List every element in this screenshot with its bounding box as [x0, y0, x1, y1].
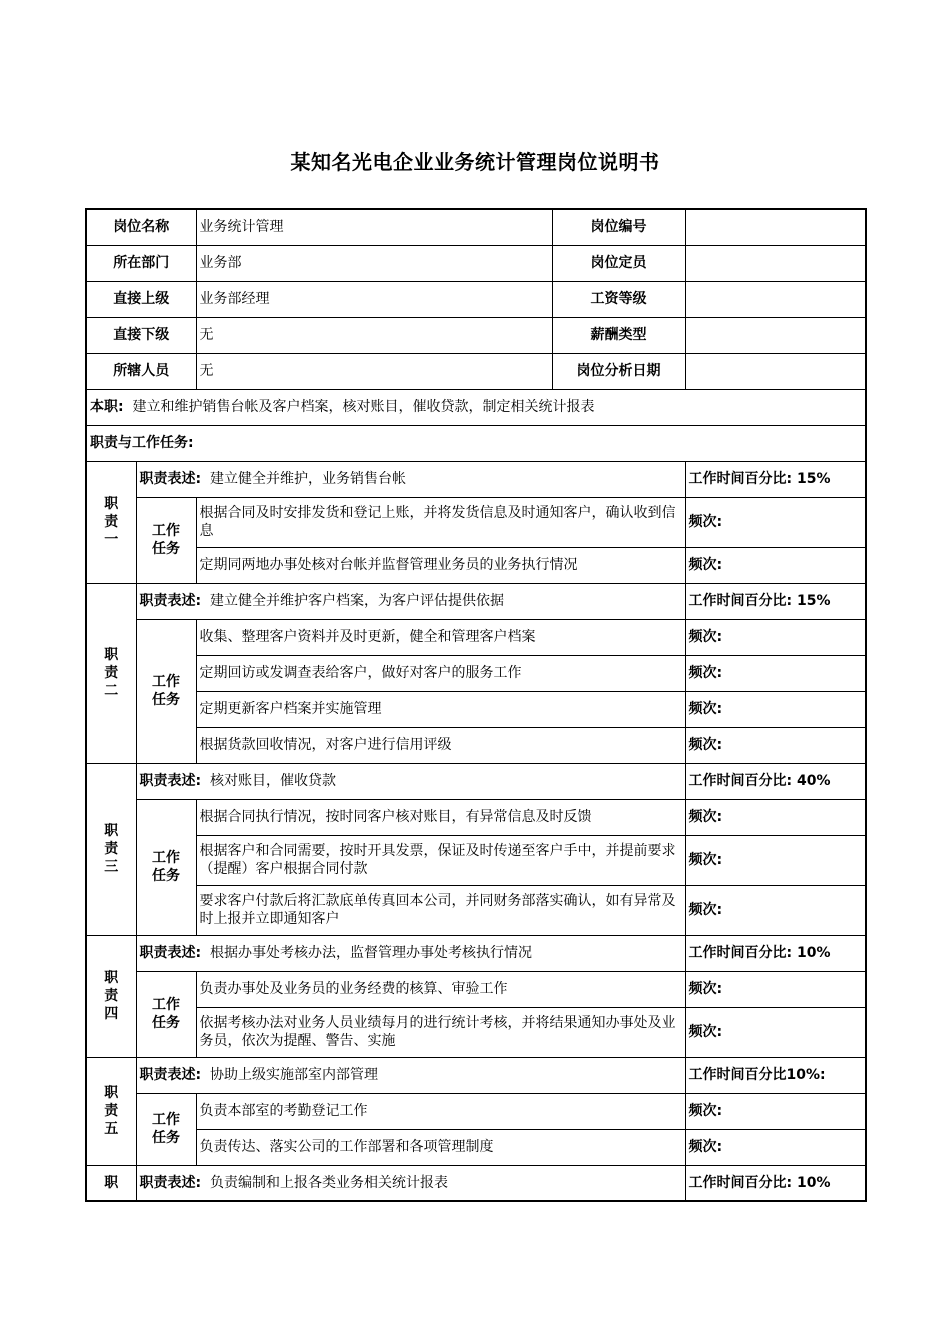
- analysis-date-label: 岗位分析日期: [552, 353, 685, 389]
- managed-label: 所辖人员: [86, 353, 196, 389]
- task-text: 根据合同执行情况，按时同客户核对账目，有异常信息及时反馈: [196, 799, 685, 835]
- task-row: [86, 971, 866, 1007]
- task-frequency: 频次:: [685, 1129, 866, 1165]
- duty-statement-text: 负责编制和上报各类业务相关统计报表: [210, 1174, 449, 1191]
- duty-statement-row: [86, 461, 866, 497]
- task-frequency: 频次:: [685, 885, 866, 935]
- task-text: 负责办事处及业务员的业务经费的核算、审验工作: [196, 971, 685, 1007]
- duty-statement-text: 根据办事处考核办法，监督管理办事处考核执行情况: [210, 945, 533, 961]
- duty-statement-label: 职责表述:: [139, 1067, 202, 1083]
- duty-statement-row: [86, 763, 866, 799]
- info-row: [86, 245, 866, 281]
- department-label: 所在部门: [86, 245, 196, 281]
- task-text: 根据货款回收情况，对客户进行信用评级: [196, 727, 685, 763]
- job-description-table: [85, 208, 867, 1202]
- task-label-line: 工作: [152, 997, 180, 1013]
- info-row: [86, 353, 866, 389]
- duties-heading-row: [86, 425, 866, 461]
- task-row: [86, 497, 866, 547]
- duty-name-char: 一: [104, 532, 119, 548]
- position-no-value: [685, 209, 866, 245]
- info-row: [86, 281, 866, 317]
- pay-type-value: [685, 317, 866, 353]
- duty-name-char: 职: [104, 823, 119, 839]
- duty-statement-row: [86, 583, 866, 619]
- duty-statement-row: [86, 1057, 866, 1093]
- duty-name-char: 责: [104, 841, 119, 857]
- task-label: [136, 1093, 196, 1165]
- duty-statement-label: 职责表述:: [139, 593, 202, 609]
- task-label-line: 任务: [152, 541, 180, 557]
- task-text: 定期回访或发调查表给客户，做好对客户的服务工作: [196, 655, 685, 691]
- duty-name-char: 责: [104, 514, 119, 530]
- duty-statement-text: 协助上级实施部室内部管理: [210, 1067, 379, 1083]
- duty-statement: [136, 935, 685, 971]
- info-row: [86, 209, 866, 245]
- duty-statement-row: [86, 1165, 866, 1201]
- duty-name-char: 职: [104, 496, 119, 512]
- position-name-value: 业务统计管理: [196, 209, 552, 245]
- task-frequency: 频次:: [685, 971, 866, 1007]
- pay-type-label: 薪酬类型: [552, 317, 685, 353]
- duty-statement: [136, 583, 685, 619]
- duty-time-percent: 工作时间百分比: 10%: [685, 1165, 866, 1201]
- duty-name: [86, 935, 136, 1057]
- task-row: [86, 885, 866, 935]
- duty-name-char: 五: [104, 1121, 119, 1137]
- task-frequency: 频次:: [685, 547, 866, 583]
- duty-time-percent: 工作时间百分比: 15%: [685, 461, 866, 497]
- duty-name: [86, 1057, 136, 1165]
- duty-name-char: 职: [104, 970, 119, 986]
- page-title: 某知名光电企业业务统计管理岗位说明书: [290, 150, 660, 174]
- task-row: [86, 547, 866, 583]
- duty-name: [86, 1165, 136, 1201]
- task-text: 收集、整理客户资料并及时更新，健全和管理客户档案: [196, 619, 685, 655]
- info-row: [86, 317, 866, 353]
- duty-time-percent: 工作时间百分比: 15%: [685, 583, 866, 619]
- analysis-date-value: [685, 353, 866, 389]
- headcount-label: 岗位定员: [552, 245, 685, 281]
- summary-text: 建立和维护销售台帐及客户档案，核对账目，催收贷款，制定相关统计报表: [132, 399, 595, 415]
- task-label-line: 工作: [152, 850, 180, 866]
- duty-time-percent: 工作时间百分比10%:: [685, 1057, 866, 1093]
- task-label-line: 工作: [152, 523, 180, 539]
- duty-name-char: 职: [104, 1085, 119, 1101]
- task-label: [136, 497, 196, 583]
- task-row: [86, 1129, 866, 1165]
- subordinate-label: 直接下级: [86, 317, 196, 353]
- task-label-line: 工作: [152, 1112, 180, 1128]
- duty-statement: [136, 1057, 685, 1093]
- task-text: 负责本部室的考勤登记工作: [196, 1093, 685, 1129]
- task-row: [86, 1093, 866, 1129]
- superior-label: 直接上级: [86, 281, 196, 317]
- department-value: 业务部: [196, 245, 552, 281]
- duty-name-char: 四: [104, 1006, 119, 1022]
- position-name-label: 岗位名称: [86, 209, 196, 245]
- duty-name-char: 职: [104, 647, 119, 663]
- duty-time-percent: 工作时间百分比: 10%: [685, 935, 866, 971]
- task-label-line: 工作: [152, 674, 180, 690]
- task-frequency: 频次:: [685, 799, 866, 835]
- task-label: [136, 971, 196, 1057]
- duty-statement-text: 建立健全并维护客户档案，为客户评估提供依据: [210, 593, 505, 609]
- duty-statement: [136, 763, 685, 799]
- task-row: [86, 655, 866, 691]
- task-text: 要求客户付款后将汇款底单传真回本公司，并同财务部落实确认，如有异常及时上报并立即通知客户: [196, 885, 685, 935]
- duty-statement-label: 职责表述:: [139, 773, 202, 789]
- duties-body: [86, 461, 866, 1201]
- task-frequency: 频次:: [685, 691, 866, 727]
- task-frequency: 频次:: [685, 727, 866, 763]
- task-text: 依据考核办法对业务人员业绩每月的进行统计考核，并将结果通知办事处及业务员，依次为提醒、警告、实施: [196, 1007, 685, 1057]
- salary-grade-value: [685, 281, 866, 317]
- duty-statement: [136, 461, 685, 497]
- duty-name-char: 责: [104, 1103, 119, 1119]
- task-label-line: 任务: [152, 1015, 180, 1031]
- duty-time-percent: 工作时间百分比: 40%: [685, 763, 866, 799]
- duty-statement-text: 核对账目，催收贷款: [210, 773, 337, 789]
- task-label-line: 任务: [152, 692, 180, 708]
- position-no-label: 岗位编号: [552, 209, 685, 245]
- task-row: [86, 727, 866, 763]
- duty-name: [86, 461, 136, 583]
- task-text: 定期同两地办事处核对台帐并监督管理业务员的业务执行情况: [196, 547, 685, 583]
- headcount-value: [685, 245, 866, 281]
- task-label: [136, 799, 196, 935]
- task-frequency: 频次:: [685, 1007, 866, 1057]
- salary-grade-label: 工资等级: [552, 281, 685, 317]
- subordinate-value: 无: [196, 317, 552, 353]
- task-row: [86, 799, 866, 835]
- task-frequency: 频次:: [685, 497, 866, 547]
- task-frequency: 频次:: [685, 1093, 866, 1129]
- duty-name-char: 职: [104, 1174, 119, 1191]
- task-frequency: 频次:: [685, 619, 866, 655]
- duty-name-char: 二: [104, 683, 119, 699]
- superior-value: 业务部经理: [196, 281, 552, 317]
- duty-name-char: 责: [104, 665, 119, 681]
- duty-statement-label: 职责表述:: [139, 945, 202, 961]
- task-label-line: 任务: [152, 868, 180, 884]
- summary-row: [86, 389, 866, 425]
- duty-name: [86, 583, 136, 763]
- task-text: 负责传达、落实公司的工作部署和各项管理制度: [196, 1129, 685, 1165]
- task-text: 定期更新客户档案并实施管理: [196, 691, 685, 727]
- task-row: [86, 1007, 866, 1057]
- task-label: [136, 619, 196, 763]
- task-row: [86, 835, 866, 885]
- duty-statement-text: 建立健全并维护，业务销售台帐: [210, 471, 407, 487]
- duty-statement-row: [86, 935, 866, 971]
- duty-statement-label: 职责表述:: [139, 471, 202, 487]
- summary-label: 本职:: [90, 399, 124, 415]
- managed-value: 无: [196, 353, 552, 389]
- duty-name-char: 责: [104, 988, 119, 1004]
- duty-name: [86, 763, 136, 935]
- duty-statement-label: 职责表述:: [139, 1174, 202, 1191]
- summary-cell: [86, 389, 866, 425]
- task-text: 根据客户和合同需要，按时开具发票，保证及时传递至客户手中，并提前要求（提醒）客户根据合同付款: [196, 835, 685, 885]
- duties-heading: 职责与工作任务:: [86, 425, 866, 461]
- task-frequency: 频次:: [685, 655, 866, 691]
- duty-statement: [136, 1165, 685, 1201]
- task-label-line: 任务: [152, 1130, 180, 1146]
- task-row: [86, 691, 866, 727]
- task-row: [86, 619, 866, 655]
- duty-name-char: 三: [104, 859, 119, 875]
- task-frequency: 频次:: [685, 835, 866, 885]
- task-text: 根据合同及时安排发货和登记上账，并将发货信息及时通知客户，确认收到信息: [196, 497, 685, 547]
